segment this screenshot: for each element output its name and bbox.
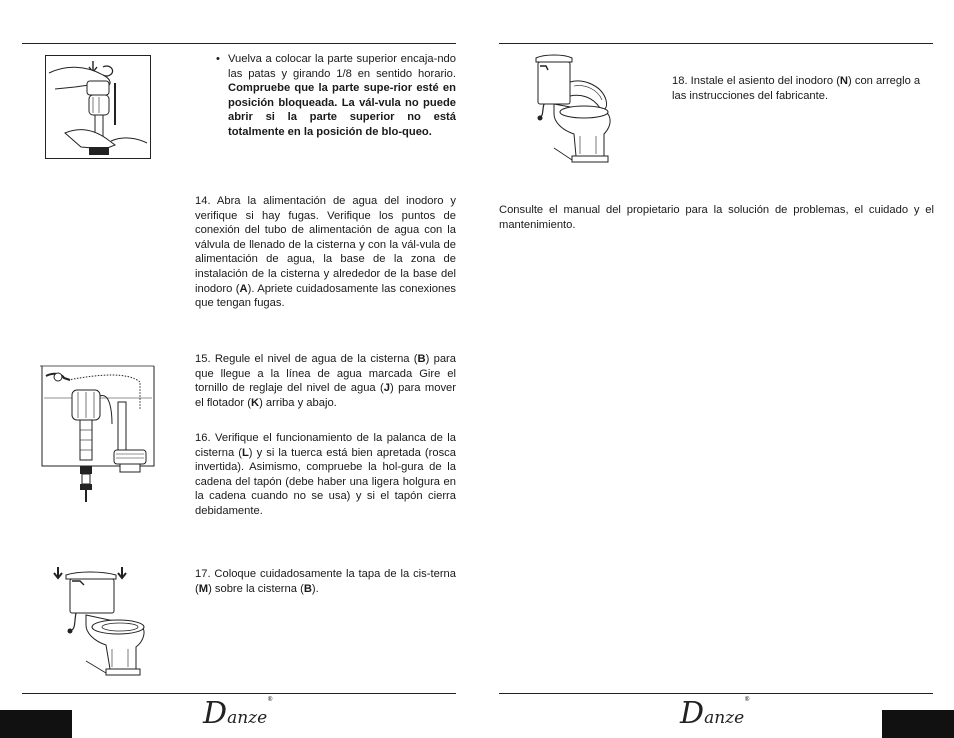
bullet-plain-text: Vuelva a colocar la parte superior encaja-ndo las patas y girando 1/8 en sentido horario. xyxy=(228,53,456,80)
logo-registered: ® xyxy=(267,696,274,703)
left-top-rule xyxy=(22,43,456,44)
logo-initial: D xyxy=(680,696,705,731)
left-bottom-rule xyxy=(22,693,456,694)
step-14-ref: A xyxy=(239,282,248,295)
right-danze-logo xyxy=(680,696,750,731)
step-16-ref-l: L xyxy=(241,446,249,459)
step-17-ref-m: M xyxy=(198,582,209,595)
step-16-post: ) y si la tuerca está bien apretada (rosca invertida). Asimismo, compruebe la hol-gura de la cadena del tapón (debe haber una ligera holgura en la cadena cuando no se usa) y si el tapón cierra debidamente. xyxy=(195,446,456,517)
bullet-bold-text: Compruebe que la parte supe-rior esté en posición bloqueada. La vál-vula no puede abrir si la parte superior no está totalmente en la posición de blo-queo. xyxy=(228,82,456,138)
step-17-ref-b: B xyxy=(303,582,312,595)
step-15-ref-b: B xyxy=(417,353,426,365)
consult-manual-note: Consulte el manual del propietario para la solución de problemas, el cuidado y el mantenimiento. xyxy=(499,204,934,231)
step-16-text xyxy=(195,431,456,519)
toilet-lid-placement-illustration xyxy=(50,565,150,679)
bullet-text xyxy=(216,52,456,140)
step-15-mid2: ) para mover el flotador ( xyxy=(195,382,456,409)
step-18-text xyxy=(672,74,934,103)
step-14-post: ). Apriete cuidadosamente las conexiones que tengan fugas. xyxy=(195,282,457,310)
step-15-ref-j: J xyxy=(383,382,390,395)
logo-rest: anze xyxy=(704,708,745,728)
step-15-post: ) arriba y abajo. xyxy=(259,396,337,409)
step-16-pre: 16. Verifique el funcionamiento de la palanca de la cisterna ( xyxy=(195,432,456,459)
bullet-reattach-top xyxy=(216,52,456,140)
right-top-rule xyxy=(499,43,933,44)
step-17-pre: 17. Coloque cuidadosamente la tapa de la cis-terna ( xyxy=(195,568,456,595)
logo-initial: D xyxy=(203,696,228,731)
tank-interior-illustration xyxy=(40,362,156,502)
toilet-seat-illustration xyxy=(530,52,612,164)
step-18-pre: 18. Instale el asiento del inodoro ( xyxy=(672,75,840,87)
logo-registered: ® xyxy=(744,696,751,703)
step-18-ref-n: N xyxy=(839,75,849,87)
step-14-text xyxy=(195,194,456,311)
logo-rest: anze xyxy=(227,708,268,728)
step-15-pre: 15. Regule el nivel de agua de la cisterna ( xyxy=(195,353,418,365)
fill-valve-cap-hand-illustration xyxy=(45,55,151,159)
step-17-mid: ) sobre la cisterna ( xyxy=(208,582,304,595)
step-15-ref-k: K xyxy=(250,396,260,409)
step-15-mid: ) para que llegue a la línea de agua marcada Gire el tornillo de reglaje del nivel de agua ( xyxy=(195,353,456,395)
step-17-text xyxy=(195,567,456,596)
right-page-number-block xyxy=(882,710,954,738)
left-page-number-block xyxy=(0,710,72,738)
step-17-post: ). xyxy=(311,582,319,595)
bullet-dot: • xyxy=(216,53,220,65)
left-danze-logo xyxy=(203,696,273,731)
step-15-text xyxy=(195,352,456,410)
step-18-post: ) con arreglo a las instrucciones del fabricante. xyxy=(672,75,921,102)
step-14-pre: 14. Abra la alimentación de agua del inodoro y verifique si hay fugas. Verifique los puntos de conexión del tubo de alimentación de agua con la válvula de llenado de la cisterna y con la vál-vula de alimentación de agua, la base de la zona de instalación de la cisterna y alrededor de la base del inodoro ( xyxy=(195,195,456,295)
right-bottom-rule xyxy=(499,693,933,694)
